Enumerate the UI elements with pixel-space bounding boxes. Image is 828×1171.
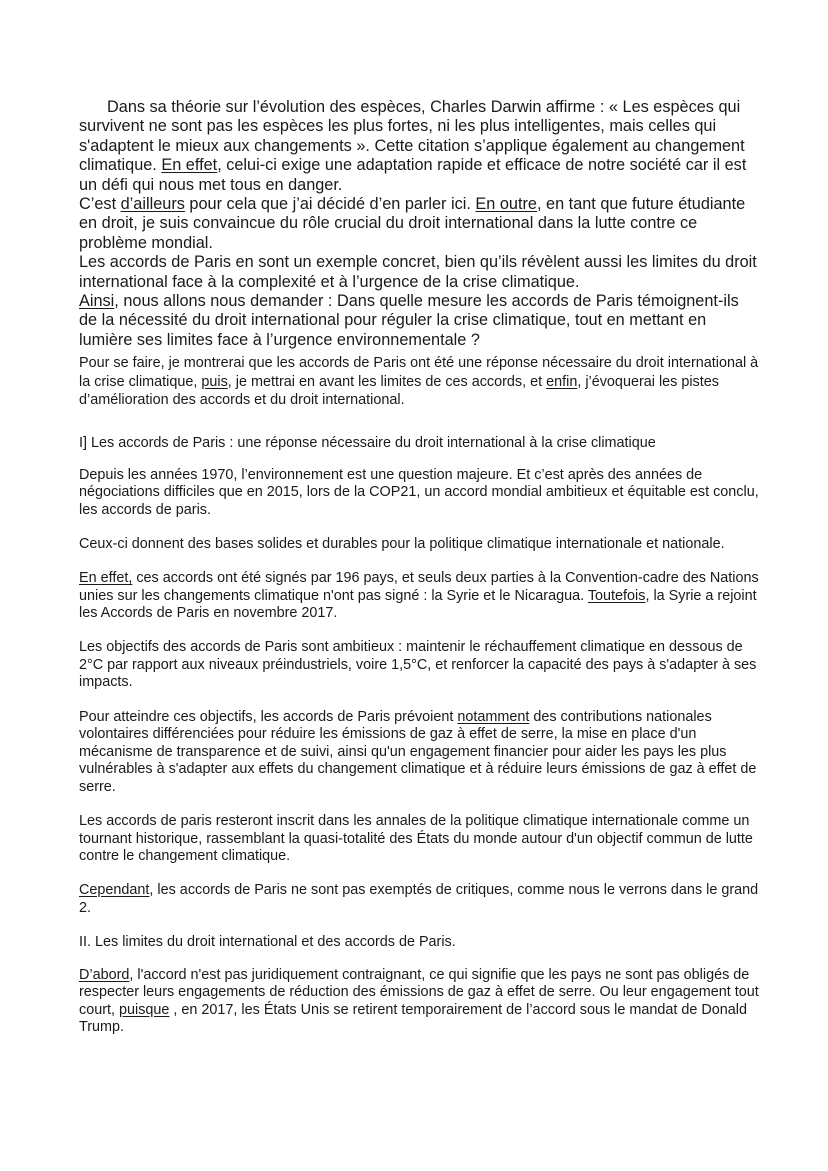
part-1-paragraph-5: Pour atteindre ces objectifs, les accords de Paris prévoient notamment des contributions nationales volontaires différenciées pour réduire les émissions de gaz à effet de serre, la mise en place d'un mécanisme de transparence et de suivi, ainsi qu'un engagement financier pour aider les pays les plus vulnérables à s'adapter aux effets du changement climatique et à réduire leurs émissions de gaz à effet de serre. xyxy=(79,708,757,795)
part-1-heading: I] Les accords de Paris : une réponse nécessaire du droit international à la crise climatique xyxy=(79,435,656,451)
connector-en-effet: En effet, xyxy=(79,569,133,586)
intro-paragraph-3: Les accords de Paris en sont un exemple concret, bien qu’ils révèlent aussi les limites du droit international face à la complexité et à l’urgence de la crise climatique. xyxy=(79,253,757,291)
part-1-paragraph-7: Cependant, les accords de Paris ne sont pas exemptés de critiques, comme nous le verrons dans le grand 2. xyxy=(79,882,759,916)
part-1-paragraph-1: Depuis les années 1970, l’environnement est une question majeure. Et c’est après des années de négociations difficiles que en 2015, lors de la COP21, un accord mondial ambitieux et équitable est conclu, les accords de paris. xyxy=(79,466,759,518)
connector-en-outre: En outre xyxy=(475,195,537,214)
part-1-paragraph-4: Les objectifs des accords de Paris sont ambitieux : maintenir le réchauffement climatique en dessous de 2°C par rapport aux niveaux préindustriels, voire 1,5°C, et renforcer la capacité des pays à s'adapter à ses impacts. xyxy=(79,639,757,691)
connector-toutefois: Toutefois xyxy=(587,587,646,604)
connector-ainsi: Ainsi xyxy=(79,292,115,311)
connector-puisque: puisque xyxy=(119,1001,170,1018)
part-2-paragraph-1: D’abord, l'accord n'est pas juridiquement contraignant, ce qui signifie que les pays ne sont pas obligés de respecter leurs engagements de réduction des émissions de gaz à effet de serre. Ou leur engagement tout court, puisque , en 2017, les États Unis se retirent temporairement de l’accord sous le mandat de Donald Trump. xyxy=(79,966,759,1036)
problematique: Ainsi, nous allons nous demander : Dans quelle mesure les accords de Paris témoignent-ils de la nécessité du droit international pour réguler la crise climatique, tout en mettant en lumière ses limites face à l’urgence environnementale ? xyxy=(79,292,739,349)
introduction xyxy=(79,98,759,350)
part-2-heading: II. Les limites du droit international et des accords de Paris. xyxy=(79,933,456,950)
intro-paragraph-2: C’est d’ailleurs pour cela que j’ai décidé d’en parler ici. En outre, en tant que future étudiante en droit, je suis convaincue du rôle crucial du droit international dans la lutte contre ce problème mondial. xyxy=(79,195,746,252)
part-1-paragraph-3: En effet, ces accords ont été signés par 196 pays, et seuls deux parties à la Convention-cadre des Nations unies sur les changements climatique n'ont pas signé : la Syrie et le Nicaragua. Toutefois, la Syrie a rejoint les Accords de Paris en novembre 2017. xyxy=(79,569,759,622)
intro-paragraph-1: Dans sa théorie sur l’évolution des espèces, Charles Darwin affirme : « Les espèces qui survivent ne sont pas les espèces les plus fortes, ni les plus intelligentes, mais celles qui s'adaptent le mieux aux changements ». Cette citation s’applique également au changement climatique. En effet, celui-ci exige une adaptation rapide et efficace de notre société car il est un défi qui nous met tous en danger. xyxy=(79,98,747,194)
connector-en-effet: En effet xyxy=(161,156,218,175)
connector-puis: puis xyxy=(201,373,228,390)
connector-d-abord: D’abord xyxy=(79,966,130,983)
connector-notamment: notamment xyxy=(457,708,530,725)
connector-d-ailleurs: d’ailleurs xyxy=(120,195,185,214)
connector-cependant: Cependant xyxy=(79,882,150,899)
part-1-paragraph-2: Ceux-ci donnent des bases solides et durables pour la politique climatique internationale et nationale. xyxy=(79,535,725,552)
plan-announcement: Pour se faire, je montrerai que les accords de Paris ont été une réponse nécessaire du droit international à la crise climatique, puis, je mettrai en avant les limites de ces accords, et enfin, j’évoquerai les pistes d’amélioration des accords et du droit international. xyxy=(79,355,759,408)
connector-enfin: enfin xyxy=(546,373,578,390)
development xyxy=(79,435,769,1053)
part-1-paragraph-6: Les accords de paris resteront inscrit dans les annales de la politique climatique internationale comme un tournant historique, rassemblant la quasi-totalité des États du monde autour d'un objectif commun de lutte contre le changement climatique. xyxy=(79,813,753,865)
